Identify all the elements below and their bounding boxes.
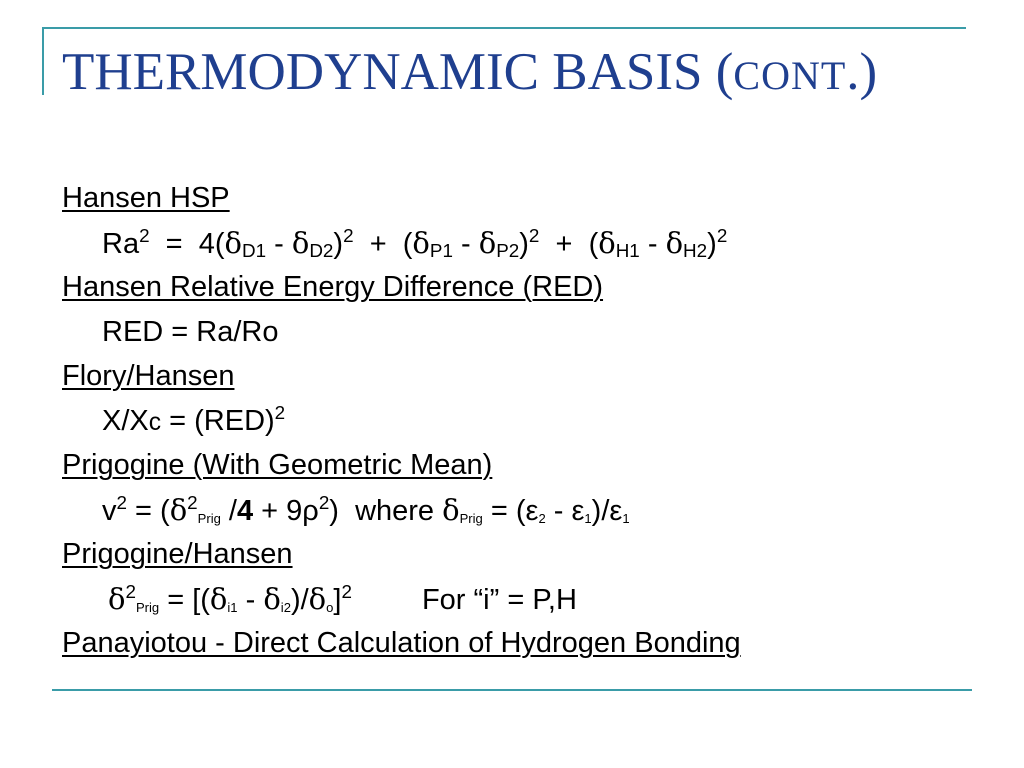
formula-red: RED = Ra/Ro bbox=[102, 315, 279, 348]
formula-flory-hansen: X/Xc = (RED)$^2$ bbox=[102, 402, 286, 437]
slide-body bbox=[62, 176, 992, 666]
heading-prigogine-geometric-mean: Prigogine (With Geometric Mean) bbox=[62, 449, 493, 481]
heading-prigogine-hansen: Prigogine/Hansen bbox=[62, 538, 293, 570]
heading-hansen-red: Hansen Relative Energy Difference (RED) bbox=[62, 271, 604, 303]
title-accent-line-vertical bbox=[42, 27, 44, 95]
footer-accent-line bbox=[52, 689, 972, 691]
slide-title-cont: CONT bbox=[733, 53, 847, 98]
heading-hansen-hsp: Hansen HSP bbox=[62, 182, 230, 214]
slide-title-main: THERMODYNAMIC BASIS ( bbox=[62, 43, 734, 101]
title-accent-line-horizontal bbox=[42, 27, 966, 29]
heading-flory-hansen: Flory/Hansen bbox=[62, 360, 235, 392]
formula-prigogine-hansen: $\delta^2_{Prig} = [(\delta_{i1} - \delta_{i2})/\delta_o]^2$ For “i” = P,H bbox=[108, 581, 577, 616]
formula-hansen-ra: $Ra^2 = 4(\delta_{D1} - \delta_{D2})^2 + (\delta_{P1} - \delta_{P2})^2 + (\delta_{H1} - \delta_{H2})^2$ bbox=[102, 225, 728, 262]
slide-title-end: .) bbox=[846, 43, 878, 101]
formula-prigogine-hansen-note: For “i” = P,H bbox=[421, 583, 577, 616]
slide-title bbox=[62, 40, 877, 108]
formula-prigogine: $v^2 = (\delta^2_{Prig}$ $/4 + 9\rho^2$) where $\delta_{Prig} = (\varepsilon_2 - \varepsilon_1)/\varepsilon_1$ bbox=[102, 492, 630, 527]
heading-panayiotou: Panayiotou - Direct Calculation of Hydrogen Bonding bbox=[62, 627, 741, 659]
